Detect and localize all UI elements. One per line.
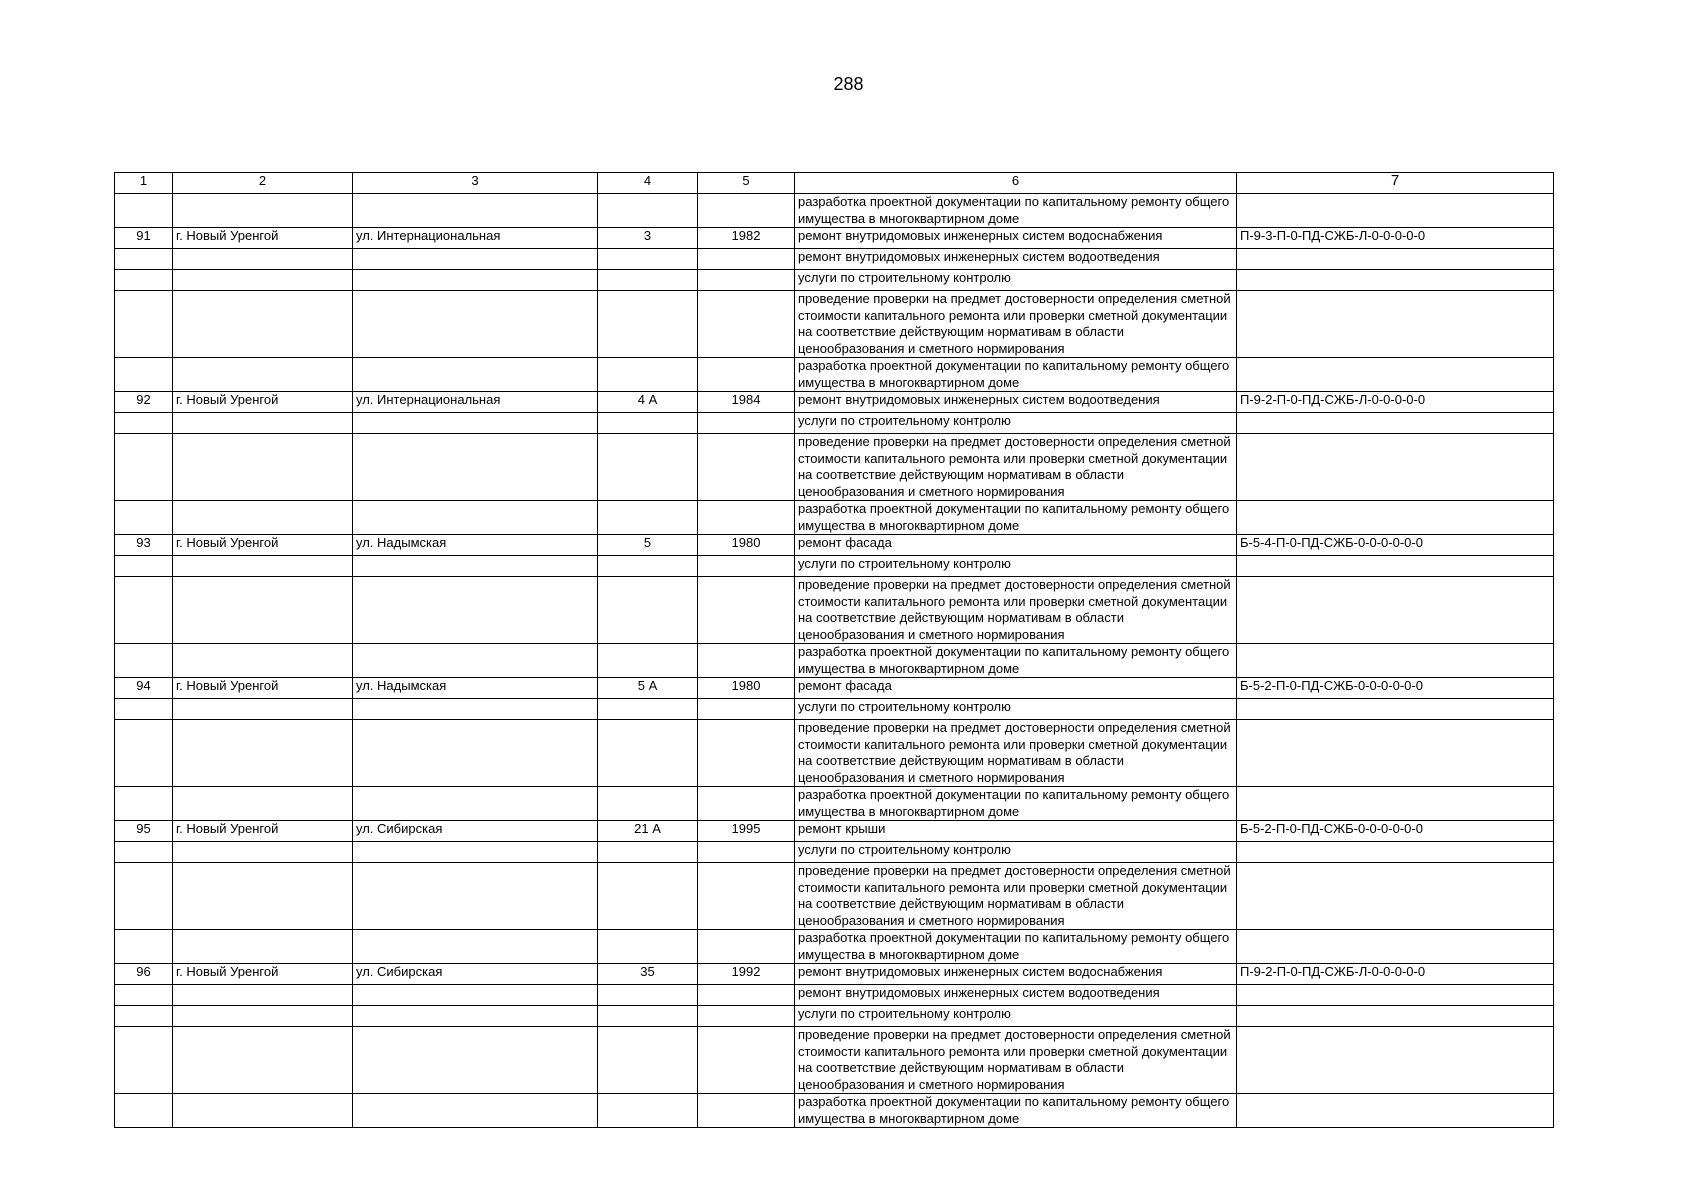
row-number-cell: 96	[115, 964, 173, 985]
year-cell	[698, 556, 795, 577]
city-cell	[173, 863, 353, 930]
year-cell	[698, 1027, 795, 1094]
code-cell	[1237, 434, 1554, 501]
code-cell	[1237, 1094, 1554, 1128]
work-type-cell: проведение проверки на предмет достоверности определения сметной стоимости капитального ремонта или проверки сметной документации на соответствие действующим нормативам в области ценообразования и сметного нормирования	[795, 291, 1237, 358]
row-number-cell	[115, 985, 173, 1006]
work-type-cell: ремонт фасада	[795, 678, 1237, 699]
code-cell	[1237, 413, 1554, 434]
header-cell: 5	[698, 173, 795, 194]
year-cell	[698, 930, 795, 964]
code-cell: Б-5-4-П-0-ПД-СЖБ-0-0-0-0-0-0	[1237, 535, 1554, 556]
row-number-cell: 95	[115, 821, 173, 842]
work-type-cell: проведение проверки на предмет достоверности определения сметной стоимости капитального ремонта или проверки сметной документации на соответствие действующим нормативам в области ценообразования и сметного нормирования	[795, 863, 1237, 930]
street-cell	[353, 1027, 598, 1094]
year-cell	[698, 194, 795, 228]
code-cell	[1237, 270, 1554, 291]
year-cell	[698, 720, 795, 787]
code-cell	[1237, 291, 1554, 358]
year-cell	[698, 501, 795, 535]
table-row	[115, 535, 1554, 556]
house-number-cell	[598, 413, 698, 434]
city-cell	[173, 699, 353, 720]
year-cell	[698, 358, 795, 392]
table-row	[115, 930, 1554, 964]
work-type-cell: услуги по строительному контролю	[795, 1006, 1237, 1027]
header-cell: 4	[598, 173, 698, 194]
table-row	[115, 577, 1554, 644]
year-cell	[698, 434, 795, 501]
house-number-cell	[598, 1006, 698, 1027]
year-cell	[698, 270, 795, 291]
year-cell	[698, 787, 795, 821]
street-cell	[353, 699, 598, 720]
city-cell	[173, 787, 353, 821]
street-cell	[353, 501, 598, 535]
city-cell	[173, 1027, 353, 1094]
code-cell: П-9-2-П-0-ПД-СЖБ-Л-0-0-0-0-0	[1237, 392, 1554, 413]
street-cell	[353, 1006, 598, 1027]
header-cell: 1	[115, 173, 173, 194]
header-cell: 7	[1237, 173, 1554, 194]
city-cell	[173, 985, 353, 1006]
table-row	[115, 863, 1554, 930]
year-cell	[698, 644, 795, 678]
year-cell	[698, 985, 795, 1006]
table-row	[115, 1006, 1554, 1027]
row-number-cell: 93	[115, 535, 173, 556]
year-cell: 1984	[698, 392, 795, 413]
street-cell: ул. Интернациональная	[353, 228, 598, 249]
table-row	[115, 644, 1554, 678]
street-cell	[353, 863, 598, 930]
code-cell	[1237, 1027, 1554, 1094]
house-number-cell	[598, 556, 698, 577]
row-number-cell	[115, 930, 173, 964]
work-type-cell: проведение проверки на предмет достоверности определения сметной стоимости капитального ремонта или проверки сметной документации на соответствие действующим нормативам в области ценообразования и сметного нормирования	[795, 720, 1237, 787]
row-number-cell: 92	[115, 392, 173, 413]
work-type-cell: услуги по строительному контролю	[795, 413, 1237, 434]
street-cell	[353, 434, 598, 501]
city-cell	[173, 501, 353, 535]
city-cell	[173, 720, 353, 787]
table-row	[115, 249, 1554, 270]
row-number-cell	[115, 577, 173, 644]
header-cell: 2	[173, 173, 353, 194]
code-cell	[1237, 699, 1554, 720]
work-type-cell: проведение проверки на предмет достоверности определения сметной стоимости капитального ремонта или проверки сметной документации на соответствие действующим нормативам в области ценообразования и сметного нормирования	[795, 434, 1237, 501]
city-cell	[173, 434, 353, 501]
row-number-cell	[115, 842, 173, 863]
house-number-cell: 5	[598, 535, 698, 556]
code-cell	[1237, 556, 1554, 577]
table-row	[115, 821, 1554, 842]
city-cell	[173, 249, 353, 270]
work-type-cell: ремонт фасада	[795, 535, 1237, 556]
code-cell	[1237, 577, 1554, 644]
work-type-cell: проведение проверки на предмет достоверности определения сметной стоимости капитального ремонта или проверки сметной документации на соответствие действующим нормативам в области ценообразования и сметного нормирования	[795, 577, 1237, 644]
table-row	[115, 228, 1554, 249]
work-type-cell: ремонт крыши	[795, 821, 1237, 842]
year-cell: 1980	[698, 678, 795, 699]
city-cell	[173, 194, 353, 228]
row-number-cell	[115, 358, 173, 392]
code-cell: Б-5-2-П-0-ПД-СЖБ-0-0-0-0-0-0	[1237, 678, 1554, 699]
street-cell	[353, 556, 598, 577]
house-number-cell	[598, 699, 698, 720]
house-number-cell	[598, 787, 698, 821]
row-number-cell	[115, 556, 173, 577]
code-cell	[1237, 644, 1554, 678]
city-cell: г. Новый Уренгой	[173, 964, 353, 985]
code-cell: П-9-2-П-0-ПД-СЖБ-Л-0-0-0-0-0	[1237, 964, 1554, 985]
house-number-cell: 5 А	[598, 678, 698, 699]
row-number-cell	[115, 270, 173, 291]
code-cell	[1237, 720, 1554, 787]
city-cell	[173, 930, 353, 964]
code-cell	[1237, 358, 1554, 392]
table-row	[115, 291, 1554, 358]
year-cell	[698, 413, 795, 434]
street-cell	[353, 413, 598, 434]
code-cell	[1237, 863, 1554, 930]
table-row	[115, 964, 1554, 985]
row-number-cell	[115, 413, 173, 434]
work-type-cell: услуги по строительному контролю	[795, 556, 1237, 577]
table-row	[115, 787, 1554, 821]
house-number-cell: 21 А	[598, 821, 698, 842]
street-cell	[353, 249, 598, 270]
street-cell	[353, 577, 598, 644]
house-number-cell: 3	[598, 228, 698, 249]
code-cell	[1237, 249, 1554, 270]
work-type-cell: ремонт внутридомовых инженерных систем водоснабжения	[795, 964, 1237, 985]
city-cell: г. Новый Уренгой	[173, 228, 353, 249]
table-header-row	[115, 173, 1554, 194]
house-number-cell	[598, 863, 698, 930]
table-row	[115, 842, 1554, 863]
city-cell	[173, 1094, 353, 1128]
street-cell: ул. Сибирская	[353, 821, 598, 842]
house-number-cell	[598, 194, 698, 228]
code-cell: Б-5-2-П-0-ПД-СЖБ-0-0-0-0-0-0	[1237, 821, 1554, 842]
street-cell	[353, 720, 598, 787]
house-number-cell	[598, 501, 698, 535]
code-cell	[1237, 842, 1554, 863]
city-cell	[173, 556, 353, 577]
table-row	[115, 392, 1554, 413]
work-type-cell: ремонт внутридомовых инженерных систем водоснабжения	[795, 228, 1237, 249]
table-row	[115, 413, 1554, 434]
work-type-cell: разработка проектной документации по капитальному ремонту общего имущества в многоквартирном доме	[795, 194, 1237, 228]
work-type-cell: услуги по строительному контролю	[795, 699, 1237, 720]
table-row	[115, 434, 1554, 501]
house-number-cell	[598, 644, 698, 678]
street-cell	[353, 358, 598, 392]
row-number-cell	[115, 501, 173, 535]
city-cell	[173, 358, 353, 392]
street-cell	[353, 644, 598, 678]
row-number-cell	[115, 1027, 173, 1094]
work-type-cell: проведение проверки на предмет достоверности определения сметной стоимости капитального ремонта или проверки сметной документации на соответствие действующим нормативам в области ценообразования и сметного нормирования	[795, 1027, 1237, 1094]
code-cell	[1237, 787, 1554, 821]
city-cell: г. Новый Уренгой	[173, 821, 353, 842]
table-row	[115, 699, 1554, 720]
row-number-cell	[115, 699, 173, 720]
table-row	[115, 1027, 1554, 1094]
year-cell	[698, 577, 795, 644]
code-cell: П-9-3-П-0-ПД-СЖБ-Л-0-0-0-0-0	[1237, 228, 1554, 249]
street-cell: ул. Надымская	[353, 678, 598, 699]
code-cell	[1237, 930, 1554, 964]
row-number-cell	[115, 291, 173, 358]
row-number-cell	[115, 720, 173, 787]
year-cell: 1982	[698, 228, 795, 249]
year-cell	[698, 1006, 795, 1027]
work-type-cell: услуги по строительному контролю	[795, 270, 1237, 291]
street-cell: ул. Надымская	[353, 535, 598, 556]
house-number-cell	[598, 720, 698, 787]
work-type-cell: ремонт внутридомовых инженерных систем водоотведения	[795, 249, 1237, 270]
street-cell	[353, 1094, 598, 1128]
code-cell	[1237, 194, 1554, 228]
street-cell: ул. Сибирская	[353, 964, 598, 985]
work-type-cell: разработка проектной документации по капитальному ремонту общего имущества в многоквартирном доме	[795, 930, 1237, 964]
table-row	[115, 270, 1554, 291]
street-cell	[353, 194, 598, 228]
house-number-cell: 4 А	[598, 392, 698, 413]
year-cell	[698, 1094, 795, 1128]
code-cell	[1237, 1006, 1554, 1027]
table-row	[115, 501, 1554, 535]
work-type-cell: разработка проектной документации по капитальному ремонту общего имущества в многоквартирном доме	[795, 1094, 1237, 1128]
year-cell: 1995	[698, 821, 795, 842]
street-cell	[353, 787, 598, 821]
row-number-cell	[115, 644, 173, 678]
table-row	[115, 194, 1554, 228]
table-row	[115, 556, 1554, 577]
year-cell	[698, 249, 795, 270]
row-number-cell: 91	[115, 228, 173, 249]
work-type-cell: разработка проектной документации по капитальному ремонту общего имущества в многоквартирном доме	[795, 501, 1237, 535]
page-number: 288	[833, 74, 864, 94]
works-table	[114, 172, 1554, 1128]
street-cell	[353, 930, 598, 964]
street-cell	[353, 842, 598, 863]
city-cell: г. Новый Уренгой	[173, 535, 353, 556]
house-number-cell: 35	[598, 964, 698, 985]
table-row	[115, 358, 1554, 392]
code-cell	[1237, 985, 1554, 1006]
street-cell: ул. Интернациональная	[353, 392, 598, 413]
year-cell	[698, 291, 795, 358]
year-cell: 1980	[698, 535, 795, 556]
house-number-cell	[598, 434, 698, 501]
year-cell	[698, 842, 795, 863]
house-number-cell	[598, 270, 698, 291]
row-number-cell: 94	[115, 678, 173, 699]
work-type-cell: разработка проектной документации по капитальному ремонту общего имущества в многоквартирном доме	[795, 787, 1237, 821]
street-cell	[353, 291, 598, 358]
house-number-cell	[598, 291, 698, 358]
house-number-cell	[598, 249, 698, 270]
city-cell: г. Новый Уренгой	[173, 392, 353, 413]
row-number-cell	[115, 249, 173, 270]
city-cell: г. Новый Уренгой	[173, 678, 353, 699]
header-cell: 3	[353, 173, 598, 194]
row-number-cell	[115, 787, 173, 821]
city-cell	[173, 413, 353, 434]
work-type-cell: ремонт внутридомовых инженерных систем водоотведения	[795, 985, 1237, 1006]
house-number-cell	[598, 1027, 698, 1094]
work-type-cell: услуги по строительному контролю	[795, 842, 1237, 863]
house-number-cell	[598, 1094, 698, 1128]
city-cell	[173, 291, 353, 358]
street-cell	[353, 270, 598, 291]
row-number-cell	[115, 1094, 173, 1128]
house-number-cell	[598, 577, 698, 644]
house-number-cell	[598, 842, 698, 863]
row-number-cell	[115, 434, 173, 501]
table-body	[115, 173, 1554, 1128]
header-cell: 6	[795, 173, 1237, 194]
house-number-cell	[598, 358, 698, 392]
table-row	[115, 985, 1554, 1006]
code-cell	[1237, 501, 1554, 535]
work-type-cell: разработка проектной документации по капитальному ремонту общего имущества в многоквартирном доме	[795, 644, 1237, 678]
city-cell	[173, 644, 353, 678]
city-cell	[173, 270, 353, 291]
year-cell: 1992	[698, 964, 795, 985]
work-type-cell: разработка проектной документации по капитальному ремонту общего имущества в многоквартирном доме	[795, 358, 1237, 392]
house-number-cell	[598, 930, 698, 964]
house-number-cell	[598, 985, 698, 1006]
row-number-cell	[115, 863, 173, 930]
city-cell	[173, 577, 353, 644]
street-cell	[353, 985, 598, 1006]
year-cell	[698, 699, 795, 720]
table-row	[115, 1094, 1554, 1128]
work-type-cell: ремонт внутридомовых инженерных систем водоотведения	[795, 392, 1237, 413]
row-number-cell	[115, 194, 173, 228]
table-row	[115, 678, 1554, 699]
city-cell	[173, 842, 353, 863]
row-number-cell	[115, 1006, 173, 1027]
table-row	[115, 720, 1554, 787]
year-cell	[698, 863, 795, 930]
city-cell	[173, 1006, 353, 1027]
